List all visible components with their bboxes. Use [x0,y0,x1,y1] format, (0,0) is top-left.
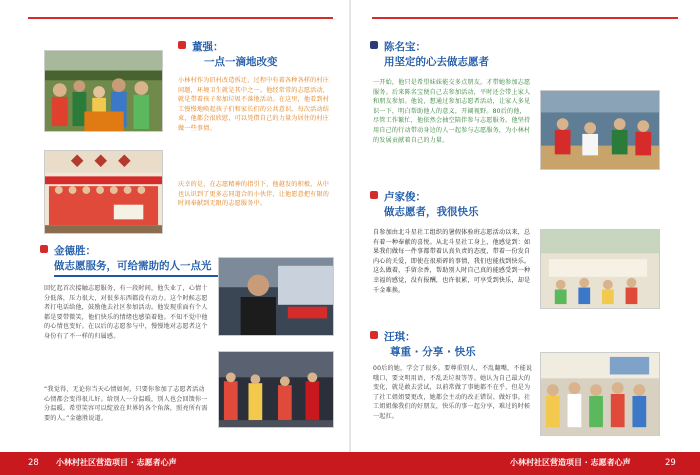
photo-man-outdoor-event [218,257,334,336]
section-subtitle: 尊重 · 分享 · 快乐 [390,346,476,358]
photo-volunteers-crowd [44,50,163,132]
left-page-number: 28 [28,458,39,468]
top-rule-right [372,17,678,19]
wang-qi-paragraph-1: 00后的她，学会了很多。要尊重别人，不乱翻嘴，不能说哦口，要文明用语，不乱丢垃圾等等。她认为自己最大的变化，就是敢去尝试，以前常做了事她都不在乎，但是为了社工姐姐要更改，她都会主动的改正错误、做好事。社工姐姐像我们的好朋友，快乐的事一起分享，难过的时候一起扛。 [373,365,533,420]
page-gutter [349,0,351,452]
chen-mingbao-paragraph-1: 一开始，他只是希望妹妹能交多点朋友，才带她参加志愿服务。后来陈名宝便自己去参加活动，平时还会带上家人和朋友参加。他说，想通过参加志愿者活动，让家人多见识一下，明白帮助他人的意义，开阔视野。80后的他，尽管工作繁忙，他依然会抽空陪伴参与志愿服务。他坚持用自己的行动带动身边的人一起参与志愿服务，为小林村的发展贡献着自己的力量。 [373,79,531,144]
right-page-number: 29 [665,458,676,468]
section-chen-mingbao-heading [384,40,544,70]
section-jin-desheng-heading [54,244,236,277]
section-wang-qi-heading [384,330,534,360]
section-subtitle: 做志愿服务，可给需助的人一点光 [54,260,212,272]
section-dong-qiang-heading [192,40,332,70]
section-subtitle: 一点一滴地改变 [204,56,278,68]
person-name: 陈名宝： [384,41,426,53]
dong-qiang-paragraph-2: 庆幸的是，在志愿精神的指引下，他越发的积极，从中也认识到了更多志同道合的小伙伴，让他愿意把有限的时间奉献到无限的志愿服务中。 [178,181,330,208]
heading-marker [178,41,186,49]
photo-group-banner [44,150,163,234]
photo-evening-activity [218,351,334,428]
person-name: 金德胜： [54,245,96,257]
heading-marker [370,191,378,199]
section-subtitle: 用坚定的心去做志愿者 [384,56,489,68]
person-name: 汪琪： [384,331,416,343]
right-footer-title: 小林村社区营造项目 · 志愿者心声 [510,458,631,467]
top-rule-left [28,17,333,19]
section-lu-jiajun-heading [384,190,544,220]
photo-kids-classroom [540,229,660,309]
photo-volunteer-teaching [540,90,660,170]
dong-qiang-paragraph-1: 小林村作为旧村改造拆迁，过程中有着各种各样的村庄问题，环境卫生就是其中之一。他经常常的志愿活动，就是带着孩子参加垃圾不落地活动。在这里，他看到村工慢慢地唤起孩子们和家长们的公共意识。每次活动结束，他都会很欣慰，可以凭借自己的力量为居住的村庄做一些事情。 [178,77,330,132]
photo-wang-qi-group [540,352,660,436]
heading-marker [40,245,48,253]
person-name: 董强： [192,41,224,53]
lu-jiajun-paragraph-1: 自参加由北斗星社工组织的暑假体验班志愿活动以来，总有着一种奉献的喜悦。从北斗星社工身上，他感觉到：如果我们做每一件事都带着认真负责的态度，带着一份发自内心的关爱，即使在很琐碎的事情，我们也能找到快乐。这么做着，手留余香，帮助别人时自己真的能感受到一种幸福的感觉，没有报酬，也许很累，可享受到快乐，却是千金难换。 [373,229,531,294]
left-footer-title: 小林村社区营造项目 · 志愿者心声 [56,458,177,467]
heading-marker [370,41,378,49]
jin-desheng-paragraph-1: 回忆起首次接触志愿服务，有一段时间，他失业了，心情十分低落，压力很大，对很多东西都没有动力。这个时候志愿者打电话给他，鼓励他去社区参加活动。他发现重面有个人都是要带微笑，他们快乐的情绪也感染着他。不知不觉中他的心情也变好。在以后的志愿参与中，慢慢地对志愿者这个身份有了不一样的归属感。 [44,285,208,340]
heading-marker [370,331,378,339]
person-name: 卢家俊： [384,191,426,203]
jin-desheng-paragraph-2: “我觉得，无论你当天心情如何，只要你参加了志愿者活动心情都会变得很儿好。给别人一分温暖，别人也会回馈你一分温暖。希望笑容可以绽放在世界的各个角落，照亮所有需要的人。”金德胜说道。 [44,386,208,422]
section-subtitle: 做志愿者，我很快乐 [384,206,479,218]
